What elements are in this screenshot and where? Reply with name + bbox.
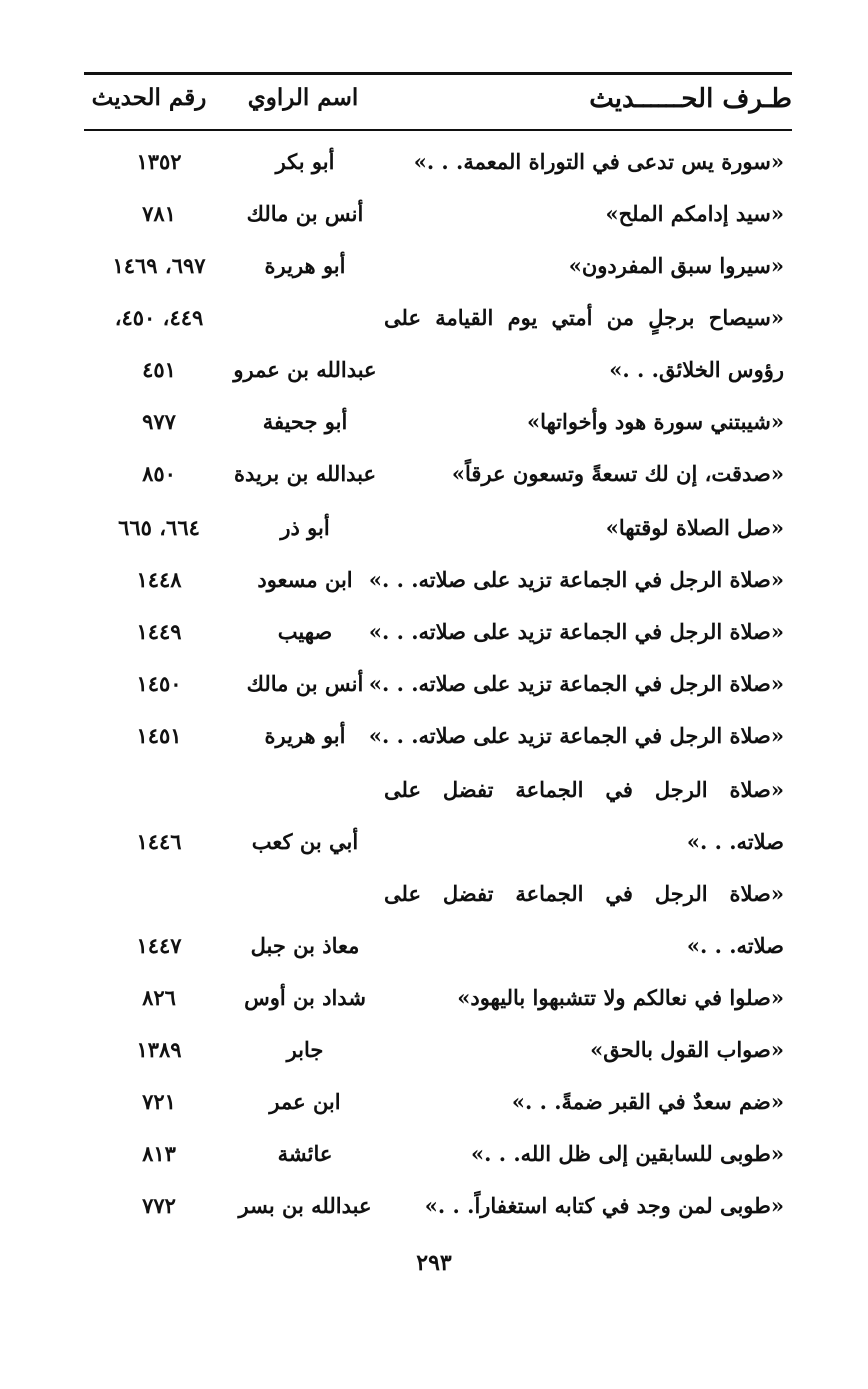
- row-hadith-number: ١٤٥١: [136, 723, 182, 748]
- row-hadith-number: ٨٢٦: [142, 985, 176, 1010]
- row-narrator: عائشة: [277, 1141, 333, 1166]
- row-narrator: جابر: [286, 1037, 324, 1062]
- row-hadith-number: ١٤٤٨: [136, 567, 182, 592]
- row-hadith-start: «طوبى لمن وجد في كتابه استغفاراً. . .»: [424, 1193, 784, 1218]
- row-narrator: عبدالله بن بسر: [238, 1193, 372, 1218]
- row-hadith-start: «سيد إدامكم الملح»: [605, 201, 784, 226]
- row-hadith-number: ١٣٨٩: [136, 1037, 182, 1062]
- row-hadith-number: ٧٧٢: [142, 1193, 176, 1218]
- row-hadith-start: «صلاة الرجل في الجماعة تفضل على: [384, 881, 784, 906]
- row-hadith-start: «صل الصلاة لوقتها»: [605, 515, 784, 540]
- page-number: ٢٩٣: [416, 1250, 452, 1276]
- row-hadith-start: «سورة يس تدعى في التوراة المعمة. . .»: [413, 149, 784, 174]
- row-narrator: أبي بن كعب: [251, 829, 359, 854]
- row-hadith-number: [84, 876, 234, 916]
- row-narrator: ابن مسعود: [257, 567, 353, 592]
- row-narrator: أنس بن مالك: [246, 201, 364, 226]
- header-hadith-start: طـرف الحــــــديث: [589, 84, 792, 114]
- row-narrator: [210, 300, 400, 340]
- row-narrator: معاذ بن جبل: [250, 933, 360, 958]
- top-rule: [84, 72, 792, 75]
- row-hadith-start: «سيصاح برجلٍ من أمتي يوم القيامة على: [384, 305, 784, 330]
- row-narrator: أنس بن مالك: [246, 671, 364, 696]
- row-hadith-number: ٩٧٧: [142, 409, 176, 434]
- header-hadith-number: رقم الحديث: [91, 84, 207, 111]
- row-hadith-number: ٤٥١: [142, 357, 176, 382]
- row-hadith-number: ٦٩٧، ١٤٦٩: [112, 253, 206, 278]
- header-narrator: اسم الراوي: [247, 84, 359, 111]
- row-hadith-start: «ضم سعدٌ في القبر ضمةً. . .»: [511, 1089, 784, 1114]
- row-narrator: أبو ذر: [280, 515, 330, 540]
- row-narrator: [210, 876, 400, 916]
- row-narrator: أبو هريرة: [264, 253, 346, 278]
- row-narrator: أبو بكر: [275, 149, 335, 174]
- row-hadith-number: [84, 772, 234, 812]
- row-hadith-start: «صلوا في نعالكم ولا تتشبهوا باليهود»: [457, 985, 784, 1010]
- row-narrator: صهيب: [277, 619, 333, 644]
- row-hadith-start: صلاته. . .»: [686, 829, 784, 854]
- row-hadith-start: «صلاة الرجل في الجماعة تفضل على: [384, 777, 784, 802]
- row-hadith-start: «سيروا سبق المفردون»: [568, 253, 784, 278]
- row-hadith-number: ١٣٥٢: [136, 149, 182, 174]
- row-narrator: عبدالله بن بريدة: [233, 461, 377, 486]
- row-narrator: [210, 772, 400, 812]
- row-narrator: أبو هريرة: [264, 723, 346, 748]
- row-hadith-start: «صلاة الرجل في الجماعة تزيد على صلاته. . .»: [368, 619, 784, 644]
- row-hadith-number: ١٤٥٠: [136, 671, 182, 696]
- row-narrator: شداد بن أوس: [244, 985, 366, 1010]
- row-hadith-number: ٦٦٤، ٦٦٥: [118, 515, 200, 540]
- header-rule: [84, 129, 792, 131]
- row-hadith-start: «صلاة الرجل في الجماعة تزيد على صلاته. . .»: [368, 567, 784, 592]
- row-hadith-number: ٨٥٠: [142, 461, 176, 486]
- row-hadith-start: صلاته. . .»: [686, 933, 784, 958]
- row-hadith-number: ٨١٣: [142, 1141, 176, 1166]
- row-narrator: أبو جحيفة: [262, 409, 348, 434]
- row-hadith-start: «طوبى للسابقين إلى ظل الله. . .»: [470, 1141, 784, 1166]
- row-hadith-number: ١٤٤٩: [136, 619, 182, 644]
- row-hadith-number: ٤٤٩، ٤٥٠،: [114, 305, 204, 330]
- row-hadith-number: ١٤٤٧: [136, 933, 182, 958]
- row-hadith-number: ٧٨١: [142, 201, 176, 226]
- row-hadith-start: «صواب القول بالحق»: [590, 1037, 784, 1062]
- row-narrator: ابن عمر: [269, 1089, 341, 1114]
- row-hadith-number: ١٤٤٦: [136, 829, 182, 854]
- row-hadith-start: «صلاة الرجل في الجماعة تزيد على صلاته. . .»: [368, 671, 784, 696]
- row-hadith-start: «شيبتني سورة هود وأخواتها»: [526, 409, 784, 434]
- row-hadith-start: «صدقت، إن لك تسعةً وتسعون عرقاً»: [451, 461, 784, 486]
- row-hadith-start: «صلاة الرجل في الجماعة تزيد على صلاته. . .»: [368, 723, 784, 748]
- row-narrator: عبدالله بن عمرو: [233, 357, 377, 382]
- row-hadith-number: ٧٢١: [142, 1089, 176, 1114]
- row-hadith-start: رؤوس الخلائق. . .»: [609, 357, 784, 382]
